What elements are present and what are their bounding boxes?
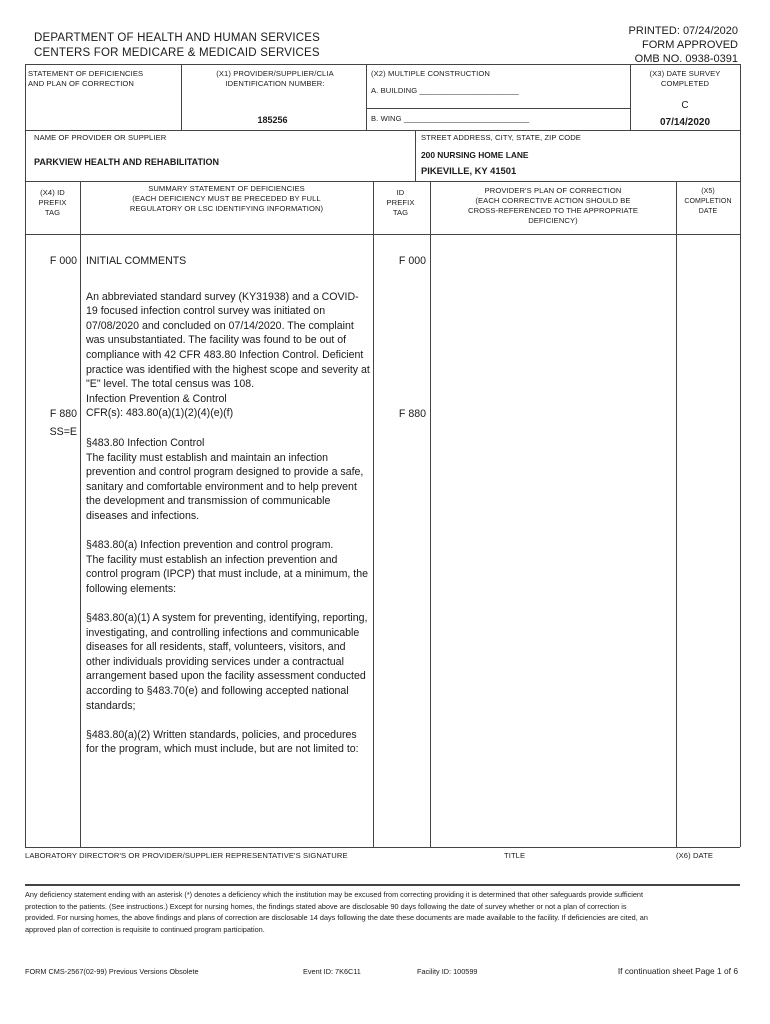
survey-date-value: 07/14/2020 xyxy=(659,117,711,128)
x4-header: (X4) ID PREFIX TAG xyxy=(38,188,67,217)
summary-header: SUMMARY STATEMENT OF DEFICIENCIES (EACH DEFICIENCY MUST BE PRECEDED BY FULL REGULATORY OR LSC IDENTIFYING INFORMATION) xyxy=(129,184,324,213)
infection-control-paragraph: §483.80 Infection Control The facility must establish and maintain an infection prevention and control program designed to provide a safe, sanitary and comfortable environment and to help prevent the development and transmission of communicable diseases and infections. xyxy=(86,436,364,522)
statement-label: STATEMENT OF DEFICIENCIES AND PLAN OF CORRECTION xyxy=(28,69,144,88)
col-divider-2 xyxy=(373,181,374,847)
city-value: PIKEVILLE, KY 41501 xyxy=(421,165,517,176)
column-header-bottom-line xyxy=(25,234,740,235)
provider-id-value: 185256 xyxy=(257,115,288,125)
x2-divider xyxy=(366,108,630,109)
a2-paragraph: §483.80(a)(2) Written standards, policies, and procedures for the program, which must include, but are not limited to: xyxy=(86,728,359,756)
col-divider-3 xyxy=(430,181,431,847)
x5-header: (X5) COMPLETION DATE xyxy=(684,188,732,215)
plan-header: PROVIDER'S PLAN OF CORRECTION (EACH CORRECTIVE ACTION SHOULD BE CROSS-REFERENCED TO THE APPROPRIATE DEFICIENCY) xyxy=(467,186,639,225)
summary-text-block xyxy=(86,254,370,772)
x3-letter: C xyxy=(681,100,689,111)
event-id: Event ID: 7K6C11 xyxy=(303,967,361,976)
tag-f880-left: F 880 xyxy=(49,408,77,420)
box1-divider-2 xyxy=(366,64,367,130)
omb-number: OMB NO. 0938-0391 xyxy=(634,53,738,65)
building-label: A. BUILDING _______________________ xyxy=(371,86,519,95)
cfr-reference: CFR(s): 483.80(a)(1)(2)(4)(e)(f) xyxy=(86,407,234,420)
agency-header xyxy=(34,31,320,61)
signature-label: LABORATORY DIRECTOR'S OR PROVIDER/SUPPLIER REPRESENTATIVE'S SIGNATURE xyxy=(25,851,348,860)
address-label: STREET ADDRESS, CITY, STATE, ZIP CODE xyxy=(421,133,581,142)
x1-label: (X1) PROVIDER/SUPPLIER/CLIA IDENTIFICATION NUMBER: xyxy=(216,69,334,88)
provider-name-label: NAME OF PROVIDER OR SUPPLIER xyxy=(34,133,167,142)
survey-summary-paragraph: An abbreviated standard survey (KY31938) and a COVID-19 focused infection control survey was initiated on 07/08/2020 and concluded on 07/14/2020. The complaint was unsubstantiated. The facility was found to be out of compliance with 42 CFR 483.80 Infection Control. Deficient practice was identified with the highest scope and severity at "E" level. The total census was 108. xyxy=(86,290,370,391)
a1-paragraph: §483.80(a)(1) A system for preventing, identifying, reporting, investigating, and controlling infections and communicable diseases for all residents, staff, volunteers, visitors, and other individuals providing services under a contractual arrangement based upon the facility assessment conducted according to §483.70(e) and following accepted national standards; xyxy=(86,612,368,712)
box1-bottom-line xyxy=(25,130,740,131)
provider-bottom-line xyxy=(25,181,740,182)
page-number: If continuation sheet Page 1 of 6 xyxy=(617,966,738,976)
disclaimer-text: Any deficiency statement ending with an asterisk (*) denotes a deficiency which the institution may be excused from correcting providing it is determined that other safeguards provide sufficient protection to the patients. (See instructions.) Except for nursing homes, the findings stated above are disclosable 90 days following the date of survey whether or not a plan of correction is provided. For nursing homes, the above findings and plans of correction are disclosable 14 days following the date these documents are made available to the facility. If deficiencies are cited, an approved plan of correction is requisite to continued program participation. xyxy=(25,890,648,934)
frame-right-line xyxy=(740,64,741,847)
tag-f880-right: F 880 xyxy=(398,408,426,420)
print-info xyxy=(629,24,738,66)
title-label: TITLE xyxy=(504,851,526,860)
frame-top-line xyxy=(25,64,740,65)
tag-f000-right: F 000 xyxy=(398,255,426,267)
signature-top-line xyxy=(25,847,740,848)
provider-name-value: PARKVIEW HEALTH AND REHABILITATION xyxy=(34,157,219,167)
f880-title: Infection Prevention & Control xyxy=(86,392,227,405)
wing-label: B. WING _____________________________ xyxy=(371,114,530,123)
facility-id: Facility ID: 100599 xyxy=(417,967,478,976)
form-number: FORM CMS-2567(02-99) Previous Versions Obsolete xyxy=(25,967,199,976)
x2-label: (X2) MULTIPLE CONSTRUCTION xyxy=(371,69,490,78)
printed-date: PRINTED: 07/24/2020 xyxy=(628,25,738,37)
centers-name: CENTERS FOR MEDICARE & MEDICAID SERVICES xyxy=(34,47,320,59)
ipcp-paragraph: §483.80(a) Infection prevention and control program. The facility must establish an infection prevention and control program (IPCP) that must include, at a minimum, the following elements: xyxy=(86,539,369,595)
form-approved: FORM APPROVED xyxy=(642,39,738,51)
date-label: (X6) DATE xyxy=(676,851,714,860)
tag-sse: SS=E xyxy=(49,426,77,438)
x3-label: (X3) DATE SURVEY COMPLETED xyxy=(649,69,721,88)
department-name: DEPARTMENT OF HEALTH AND HUMAN SERVICES xyxy=(34,32,320,44)
provider-divider xyxy=(415,130,416,181)
id-header: ID PREFIX TAG xyxy=(386,188,415,217)
col-divider-4 xyxy=(676,181,677,847)
initial-comments-heading: INITIAL COMMENTS xyxy=(86,255,187,267)
col-divider-1 xyxy=(80,181,81,847)
street-value: 200 NURSING HOME LANE xyxy=(421,150,529,160)
tag-f000-left: F 000 xyxy=(49,255,77,267)
signature-bottom-line xyxy=(25,884,740,886)
